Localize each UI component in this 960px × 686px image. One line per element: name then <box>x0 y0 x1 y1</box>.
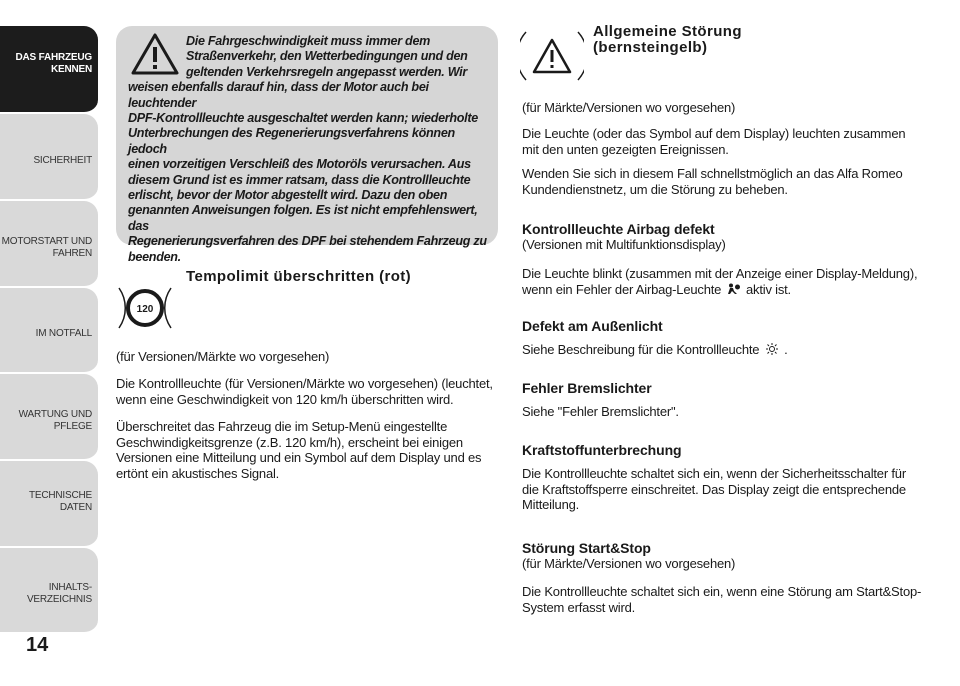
tab-label: INHALTS- <box>48 582 92 593</box>
warning-line: DPF-Kontrollleuchte ausgeschaltet werden kann; wiederholte <box>128 111 478 126</box>
warning-box <box>116 26 498 264</box>
warning-line: einen vorzeitigen Verschleiß des Motoröls verursachen. Aus <box>128 157 471 172</box>
warning-line: Regenerierungsverfahren des DPF bei stehendem Fahrzeug zu <box>128 234 487 249</box>
paragraph-line: Die Kontrollleuchte schaltet sich ein, wenn eine Störung am Start&Stop- <box>522 584 922 599</box>
section-title-allgemeine-stoerung <box>593 24 742 56</box>
heading-aussenlicht: Defekt am Außenlicht <box>522 318 663 334</box>
warning-line: genannten Anweisungen folgen. Es ist nicht empfehlenswert, das <box>128 203 478 233</box>
text-fragment: . <box>784 342 788 357</box>
tab-sicherheit[interactable] <box>0 114 98 201</box>
warning-line: Straßenverkehr, den Wetterbedingungen und den <box>186 49 468 64</box>
warning-line: Unterbrechungen des Regenerierungsverfahrens können jedoch <box>128 126 455 156</box>
paragraph <box>522 466 922 513</box>
speed-limit-value: 120 <box>136 304 154 315</box>
heading-airbag: Kontrollleuchte Airbag defekt <box>522 221 715 237</box>
paragraph-line <box>522 282 922 298</box>
subheading: (für Märkte/Versionen wo vorgesehen) <box>522 556 736 571</box>
paragraph-line: Wenden Sie sich in diesem Fall schnellstmöglich an das Alfa Romeo <box>522 166 903 181</box>
paragraph-line: Geschwindigkeitsgrenze (z.B. 120 km/h), erscheint bei einigen <box>116 434 463 450</box>
heading-start-stop: Störung Start&Stop <box>522 540 651 556</box>
tab-label: VERZEICHNIS <box>26 594 92 605</box>
tab-im-notfall[interactable] <box>0 288 98 374</box>
warning-line: diesem Grund ist es immer ratsam, dass die Kontrollleuchte <box>128 172 471 187</box>
warning-line: geltenden Verkehrsregeln angepasst werden. Wir <box>186 64 467 79</box>
tab-wartung-und-pflege[interactable] <box>0 374 98 461</box>
tab-label: PFLEGE <box>53 421 92 432</box>
text-fragment: wenn ein Fehler der Airbag-Leuchte <box>522 281 722 297</box>
paragraph-line: System erfasst wird. <box>522 599 636 615</box>
paragraph <box>522 342 922 358</box>
tab-motorstart-und-fahren[interactable] <box>0 201 98 288</box>
paragraph-line: Mitteilung. <box>522 497 580 512</box>
paragraph <box>522 166 922 197</box>
paragraph-line: die Kraftstoffsperre einschreitet. Das Display zeigt die entsprechende <box>522 481 906 497</box>
section-title-tempolimit: Tempolimit überschritten (rot) <box>186 268 412 285</box>
paragraph-line: Versionen eine Mitteilung und ein Symbol auf dem Display und es <box>116 450 482 465</box>
tab-inhaltsverzeichnis[interactable] <box>0 548 98 634</box>
warning-line: erlischt, bevor der Motor abgestellt wird. Dazu den oben <box>128 188 448 203</box>
paragraph: (für Versionen/Märkte wo vorgesehen) <box>116 349 330 364</box>
tab-label: MOTORSTART UND <box>1 236 92 247</box>
paragraph-line: Überschreitet das Fahrzeug die im Setup-Menü eingestellte <box>116 419 448 434</box>
subheading: (Versionen mit Multifunktionsdisplay) <box>522 237 726 252</box>
text-fragment: aktiv ist. <box>746 281 791 297</box>
paragraph-line: Die Kontrollleuchte schaltet sich ein, wenn der Sicherheitsschalter für <box>522 466 906 481</box>
paragraph-line: wenn eine Geschwindigkeit von 120 km/h überschritten wird. <box>116 391 454 407</box>
heading-kraftstoffunterbrechung: Kraftstoffunterbrechung <box>522 442 682 458</box>
title-line: Allgemeine Störung <box>593 23 742 40</box>
tab-technische-daten[interactable] <box>0 461 98 548</box>
text-fragment: Siehe Beschreibung für die Kontrollleuchte <box>522 342 760 357</box>
speed-limit-icon <box>114 283 176 333</box>
warning-line: Die Fahrgeschwindigkeit muss immer dem <box>186 34 431 48</box>
page-number: 14 <box>26 634 49 656</box>
tab-label: SICHERHEIT <box>33 155 92 166</box>
heading-bremslichter: Fehler Bremslichter <box>522 380 652 396</box>
title-line: (bernsteingelb) <box>593 39 708 56</box>
paragraph-line: Die Leuchte blinkt (zusammen mit der Anzeige einer Display-Meldung), <box>522 266 918 281</box>
paragraph <box>522 126 922 157</box>
paragraph-line: Kundendienstnetz, um die Störung zu beheben. <box>522 181 788 197</box>
exterior-light-icon <box>765 343 779 355</box>
warning-line: beenden. <box>128 249 181 264</box>
paragraph <box>522 266 922 297</box>
paragraph: Siehe "Fehler Bremslichter". <box>522 404 679 419</box>
paragraph: (für Märkte/Versionen wo vorgesehen) <box>522 100 736 115</box>
airbag-icon <box>727 283 741 295</box>
paragraph-line: ertönt ein akustisches Signal. <box>116 465 280 481</box>
tab-label: KENNEN <box>50 64 92 75</box>
tab-das-fahrzeug-kennen[interactable] <box>0 26 98 114</box>
paragraph-line: Die Leuchte (oder das Symbol auf dem Display) leuchten zusammen <box>522 126 906 141</box>
tab-label: FAHREN <box>52 248 92 259</box>
paragraph <box>522 584 922 615</box>
tab-label: IM NOTFALL <box>35 328 92 339</box>
tab-label: DAS FAHRZEUG <box>15 52 92 63</box>
paragraph <box>116 376 498 407</box>
paragraph <box>116 419 498 481</box>
warning-text <box>128 34 490 265</box>
paragraph-line: mit den unten gezeigten Ereignissen. <box>522 141 729 157</box>
tab-label: WARTUNG UND <box>18 409 92 420</box>
general-fault-icon <box>520 28 584 84</box>
paragraph-line: Die Kontrollleuchte (für Versionen/Märkte wo vorgesehen) (leuchtet, <box>116 376 493 391</box>
tab-label: TECHNISCHE DATEN <box>28 490 92 513</box>
warning-line: weisen ebenfalls darauf hin, dass der Motor auch bei leuchtender <box>128 80 429 110</box>
